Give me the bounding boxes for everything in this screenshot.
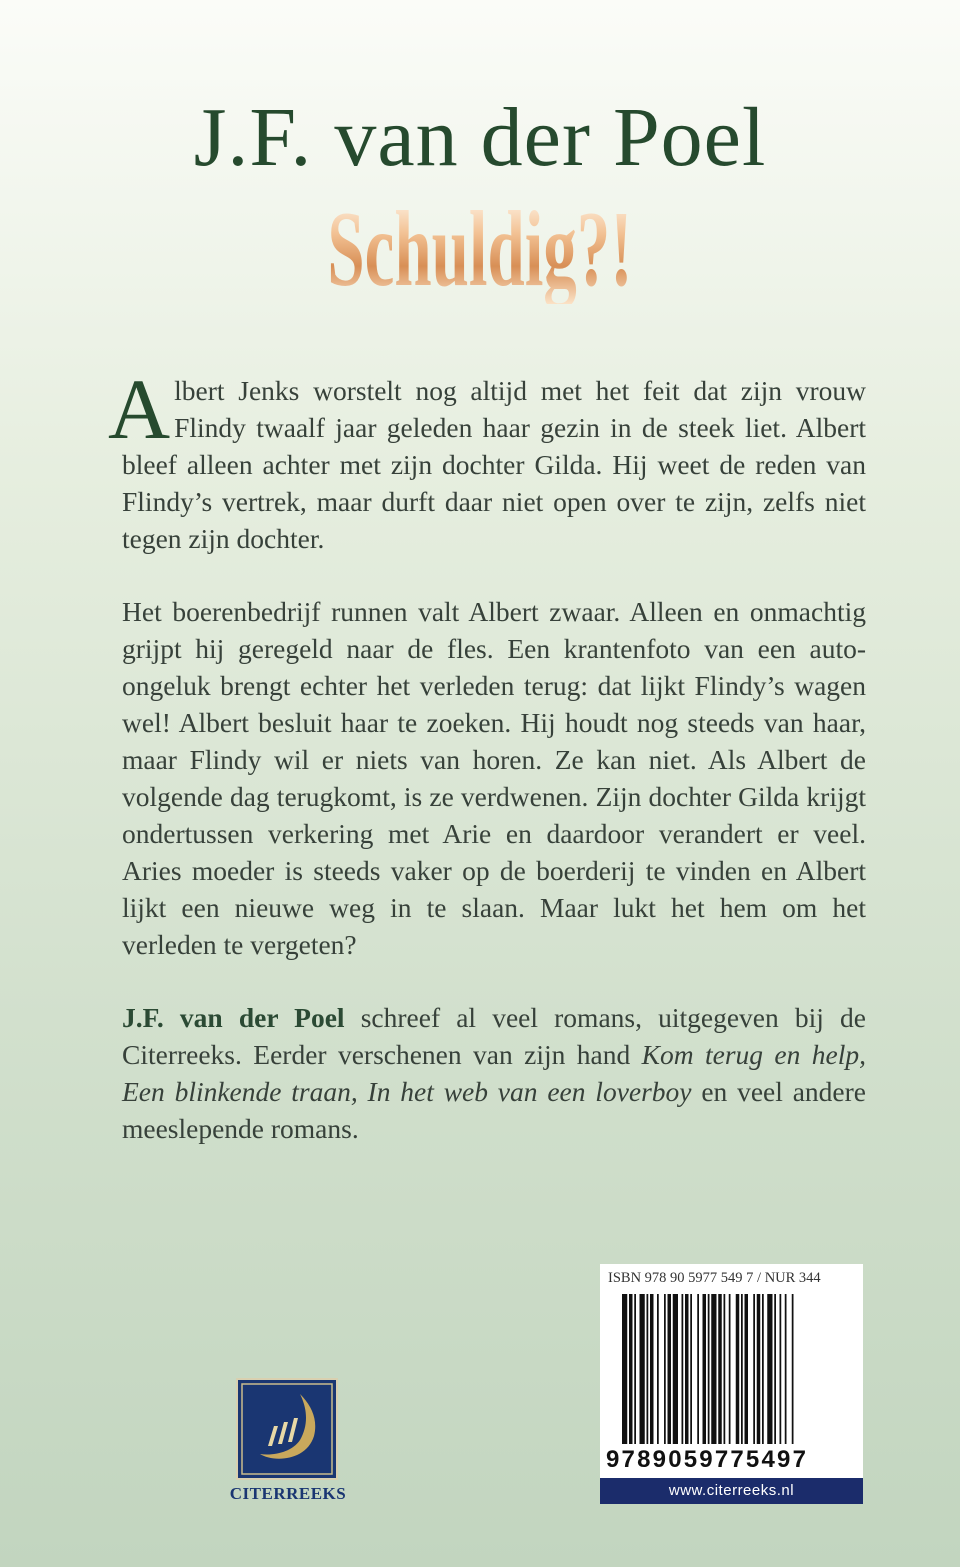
author-bio-titles: Kom terug en help, Een blinkende traan, In het web van een loverboy xyxy=(122,1039,866,1107)
drop-cap: A xyxy=(108,361,171,457)
barcode-bar xyxy=(664,1294,666,1444)
barcode-bar xyxy=(703,1294,707,1444)
barcode-bar xyxy=(697,1294,699,1444)
barcode-bar xyxy=(753,1294,755,1444)
barcode-bar xyxy=(657,1294,659,1444)
barcode-bar xyxy=(634,1294,636,1444)
blurb-paragraph-2: Het boerenbedrijf runnen valt Albert zwaar. Alleen en onmachtig grijpt hij geregeld naar de fles. Een krantenfoto van een auto-ongeluk brengt echter het verleden terug: dat lijkt Flindy’s wagen wel! Albert besluit haar te zoeken. Hij houdt nog steeds van haar, maar Flindy wil er niets van horen. Ze kan niet. Als Albert de volgende dag terugkomt, is ze verdwenen. Zijn dochter Gilda krijgt ondertussen verkering met Arie en daardoor verandert er veel. Aries moeder is steeds vaker op de boerderij te vinden en Albert lijkt een nieuwe weg in te slaan. Maar lukt het hem om het verleden te vergeten? xyxy=(122,596,866,960)
barcode-bar xyxy=(682,1294,684,1444)
barcode-bar xyxy=(745,1294,749,1444)
barcode-bar xyxy=(718,1294,722,1444)
barcode-bar xyxy=(762,1294,764,1444)
blurb-paragraph-1-text: lbert Jenks worstelt nog altijd met het feit dat zijn vrouw Flindy twaalf jaar geleden haar gezin in de steek liet. Albert bleef alleen achter met zijn dochter Gilda. Hij weet de reden van Flindy’s vertrek, maar durft daar niet open over te zijn, zelfs niet tegen zijn dochter. xyxy=(122,375,866,554)
barcode-bar xyxy=(724,1294,726,1444)
barcode-bar xyxy=(767,1294,772,1444)
barcode-bar xyxy=(673,1294,678,1444)
barcode-bar xyxy=(640,1294,645,1444)
barcode-bar xyxy=(650,1294,654,1444)
barcode-block xyxy=(600,1264,863,1504)
publisher-url: www.citerreeks.nl xyxy=(600,1478,863,1504)
author-name: J.F. van der Poel xyxy=(193,91,767,184)
barcode-bar xyxy=(780,1294,782,1444)
book-title: Schuldig?! xyxy=(182,196,777,304)
blurb-paragraph-1 xyxy=(108,361,866,557)
barcode-bar xyxy=(690,1294,692,1444)
blurb xyxy=(108,361,867,1183)
barcode-icon xyxy=(622,1294,844,1444)
barcode-bar xyxy=(708,1294,710,1444)
barcode-bar xyxy=(774,1294,776,1444)
publisher-name: CITERREEKS xyxy=(229,1484,347,1503)
author-bio xyxy=(122,999,866,1147)
barcode-bar xyxy=(711,1294,716,1444)
isbn-text: ISBN 978 90 5977 549 7 / NUR 344 xyxy=(608,1270,821,1286)
barcode-bar xyxy=(622,1294,627,1444)
barcode-bar xyxy=(757,1294,761,1444)
citerreeks-logo-icon xyxy=(236,1378,338,1480)
barcode-bar xyxy=(736,1294,740,1444)
barcode-bar xyxy=(792,1294,794,1444)
author-bio-text-b: en veel andere meeslepende romans. xyxy=(122,1076,866,1144)
barcode-bar xyxy=(629,1294,633,1444)
barcode-digits: 9789059775497 xyxy=(606,1446,809,1473)
author-bio-text-a: schreef al veel romans, uitgegeven bij de Citerreeks. Eerder verschenen van zijn hand xyxy=(122,1002,867,1070)
barcode-bar xyxy=(785,1294,787,1444)
author-bio-name: J.F. van der Poel xyxy=(122,1002,345,1033)
barcode-bar xyxy=(741,1294,743,1444)
barcode-bar xyxy=(685,1294,689,1444)
barcode-bar xyxy=(668,1294,672,1444)
barcode-bar xyxy=(729,1294,731,1444)
barcode-bar xyxy=(647,1294,649,1444)
